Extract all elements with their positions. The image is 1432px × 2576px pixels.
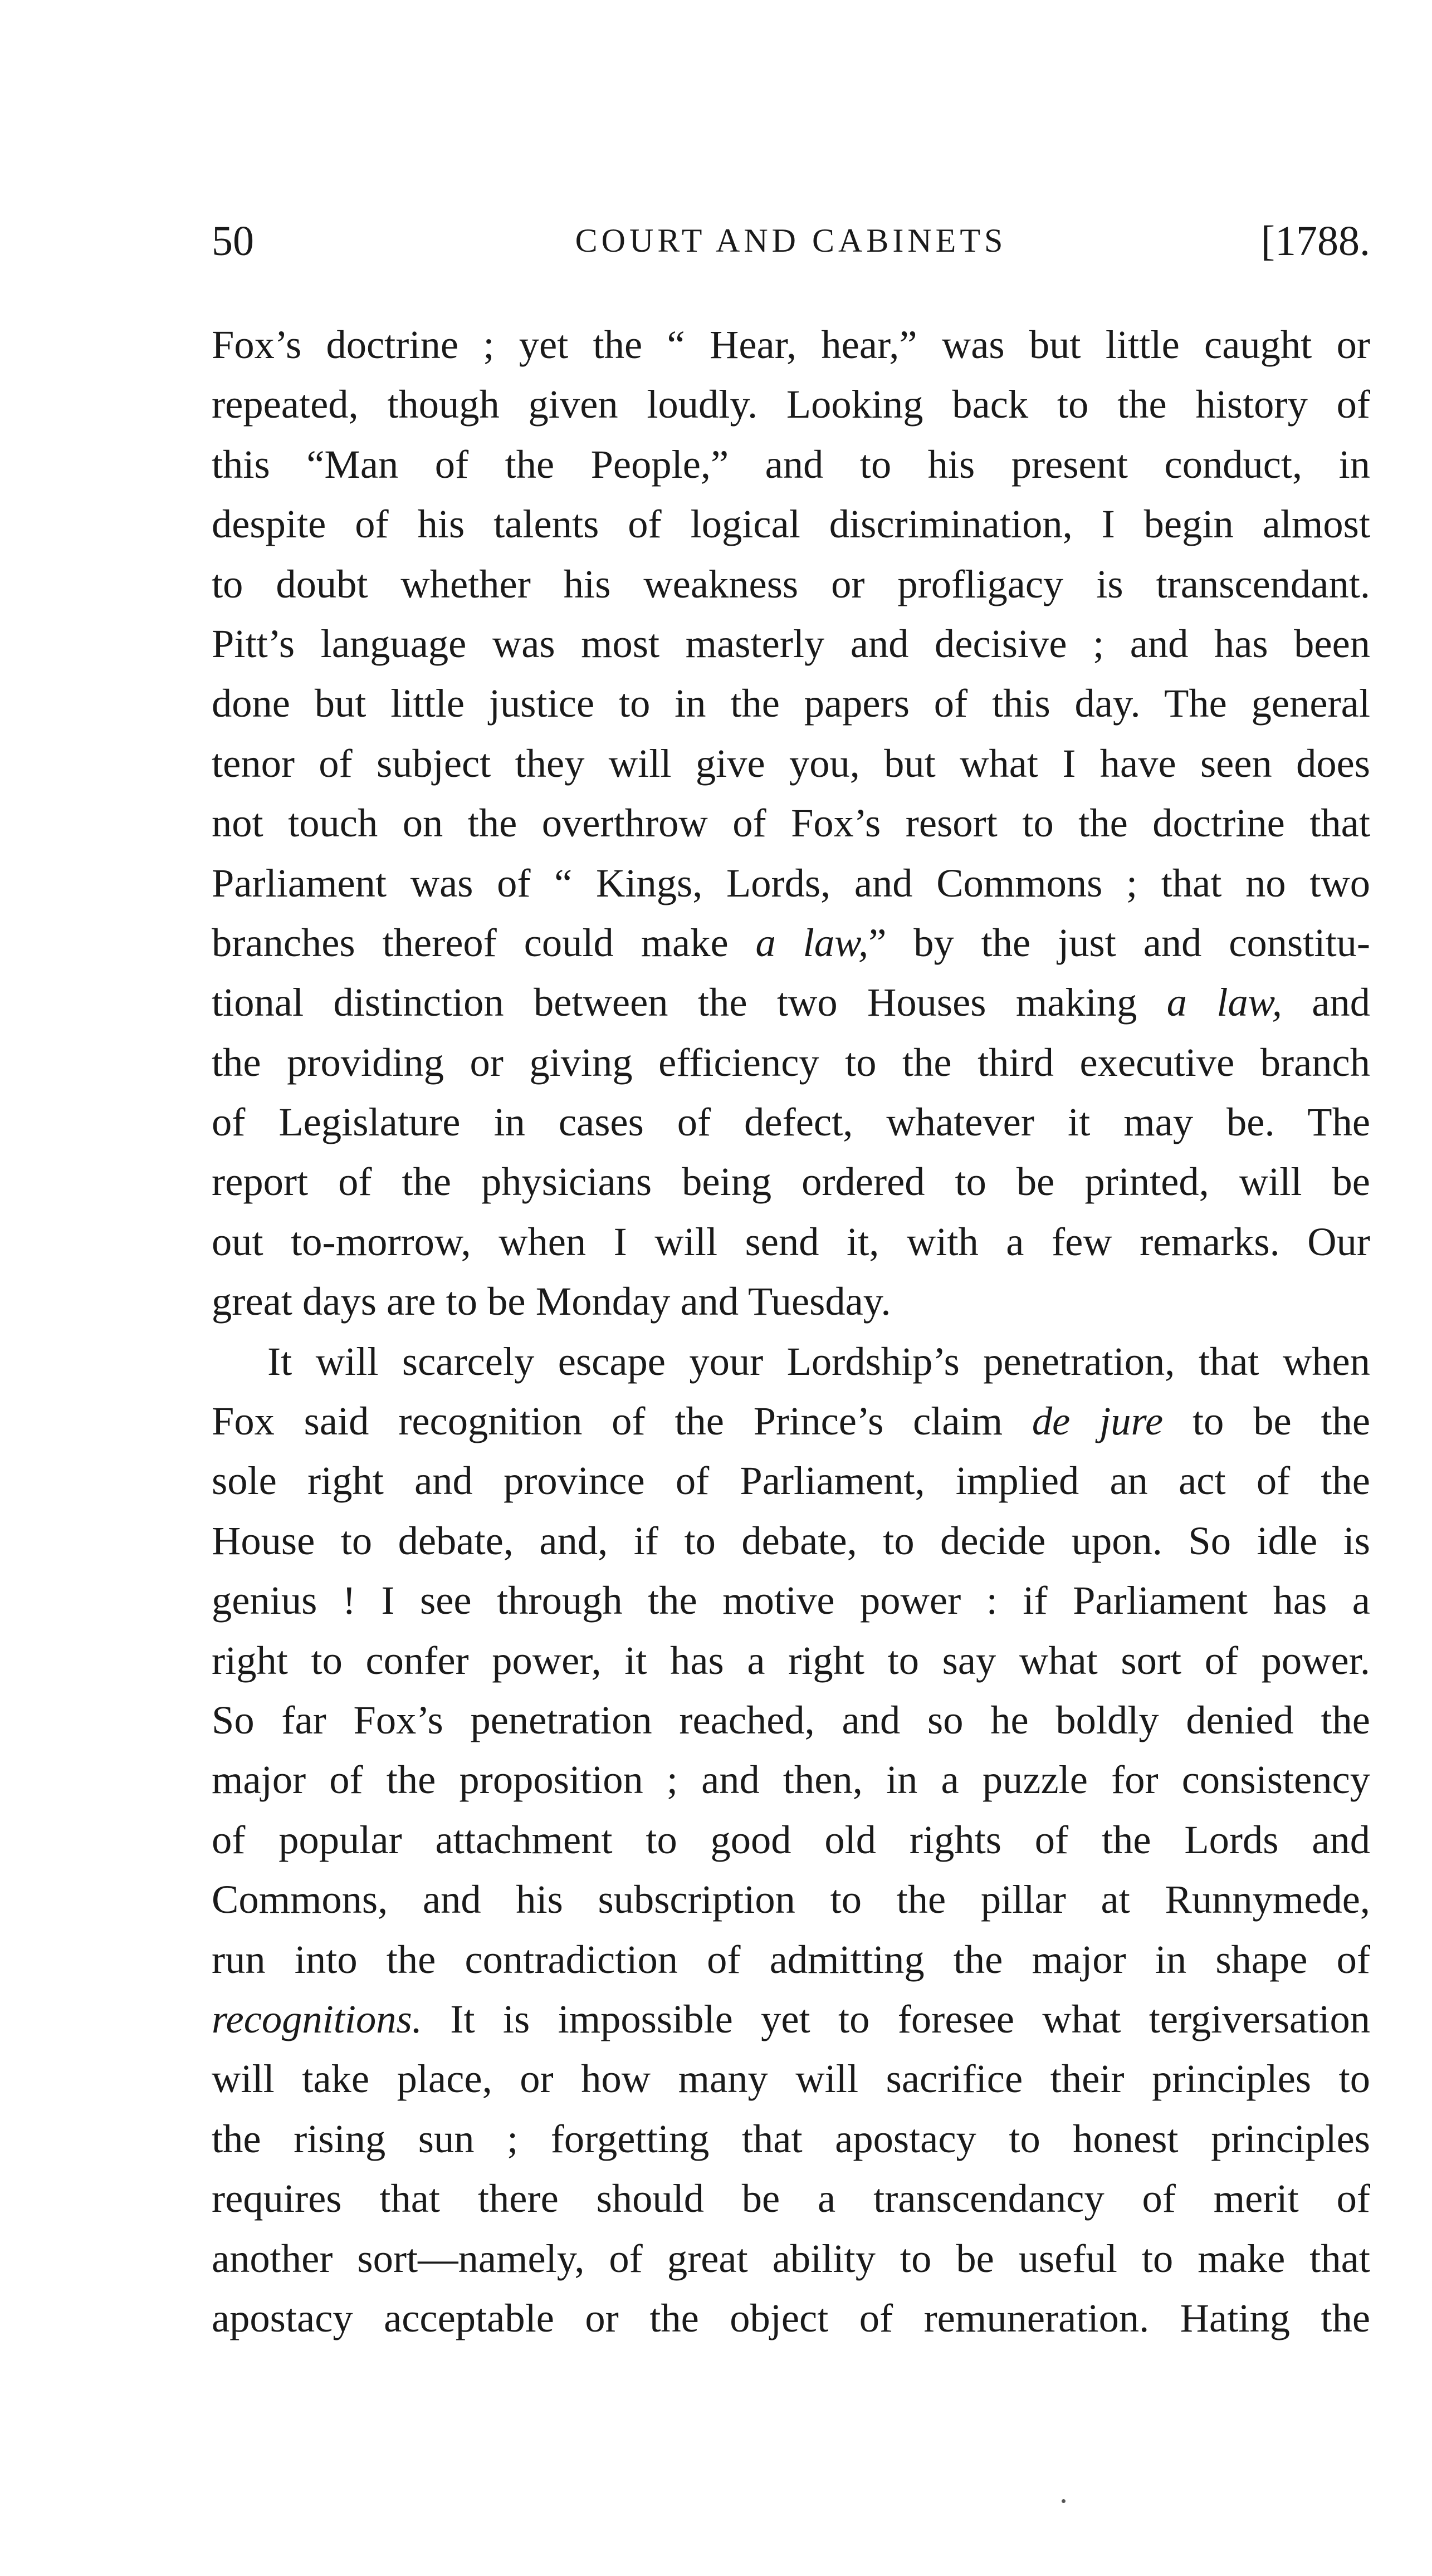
text-line: It will scarcely escape your Lordship’s penetration, that when bbox=[267, 1338, 1370, 1384]
text-line: this “Man of the People,” and to his present conduct, in bbox=[212, 441, 1370, 487]
text-line: right to confer power, it has a right to say what sort of power. bbox=[212, 1637, 1370, 1683]
text-line: to doubt whether his weakness or profligacy is transcendant. bbox=[212, 561, 1370, 606]
text-line: of Legislature in cases of defect, whatever it may be. The bbox=[212, 1099, 1370, 1145]
text-line: Pitt’s language was most masterly and decisive ; and has been bbox=[212, 620, 1370, 666]
body-text bbox=[212, 315, 1370, 2348]
text-line: repeated, though given loudly. Looking back to the history of bbox=[212, 381, 1370, 427]
text-line: tional distinction between the two Houses making a law, and bbox=[212, 980, 1370, 1025]
year-marker: [1788. bbox=[1260, 218, 1370, 265]
text-line: done but little justice to in the papers of this day. The general bbox=[212, 680, 1370, 726]
text-line: So far Fox’s penetration reached, and so he boldly denied the bbox=[212, 1697, 1370, 1742]
text-line: major of the proposition ; and then, in a puzzle for consistency bbox=[212, 1757, 1370, 1803]
print-speck bbox=[1062, 2499, 1066, 2503]
text-line: apostacy acceptable or the object of remuneration. Hating the bbox=[212, 2295, 1370, 2340]
text-line: the rising sun ; forgetting that apostacy to honest principles bbox=[212, 2115, 1370, 2161]
text-line: House to debate, and, if to debate, to decide upon. So idle is bbox=[212, 1517, 1370, 1563]
text-line: report of the physicians being ordered to be printed, will be bbox=[212, 1159, 1370, 1204]
page-header bbox=[212, 217, 1370, 278]
emphasis: a law, bbox=[1166, 980, 1282, 1025]
emphasis: a law, bbox=[755, 919, 869, 965]
emphasis: de jure bbox=[1032, 1398, 1164, 1444]
text-line: despite of his talents of logical discrimination, I begin almost bbox=[212, 501, 1370, 547]
text-line: of popular attachment to good old rights of the Lords and bbox=[212, 1816, 1370, 1862]
paragraph-1 bbox=[212, 315, 1370, 1331]
text-line: Fox said recognition of the Prince’s claim de jure to be the bbox=[212, 1398, 1370, 1444]
text-line: run into the contradiction of admitting the major in shape of bbox=[212, 1936, 1370, 1982]
running-title: COURT AND CABINETS bbox=[575, 222, 1007, 259]
text-line: Parliament was of “ Kings, Lords, and Commons ; that no two bbox=[212, 860, 1370, 905]
text-line: great days are to be Monday and Tuesday. bbox=[212, 1279, 891, 1324]
text-line: not touch on the overthrow of Fox’s resort to the doctrine that bbox=[212, 800, 1370, 846]
text-line: out to-morrow, when I will send it, with a few remarks. Our bbox=[212, 1218, 1370, 1264]
text-line: another sort—namely, of great ability to be useful to make that bbox=[212, 2235, 1370, 2281]
text-line: recognitions. It is impossible yet to foresee what tergiversation bbox=[212, 1996, 1370, 2041]
text-line: tenor of subject they will give you, but what I have seen does bbox=[212, 740, 1370, 786]
text-line: will take place, or how many will sacrifice their principles to bbox=[212, 2056, 1370, 2102]
text-line: branches thereof could make a law,” by the just and constitu- bbox=[212, 919, 1370, 965]
paragraph-2 bbox=[212, 1331, 1370, 2348]
emphasis: recognitions. bbox=[212, 1996, 422, 2041]
text-line: Commons, and his subscription to the pillar at Runnymede, bbox=[212, 1877, 1370, 1922]
text-line: Fox’s doctrine ; yet the “ Hear, hear,” was but little caught or bbox=[212, 322, 1370, 367]
text-line: sole right and province of Parliament, implied an act of the bbox=[212, 1458, 1370, 1504]
text-line: requires that there should be a transcendancy of merit of bbox=[212, 2176, 1370, 2221]
text-line: the providing or giving efficiency to the third executive branch bbox=[212, 1039, 1370, 1085]
page-number: 50 bbox=[212, 218, 254, 265]
text-line: genius ! I see through the motive power : if Parliament has a bbox=[212, 1578, 1370, 1623]
